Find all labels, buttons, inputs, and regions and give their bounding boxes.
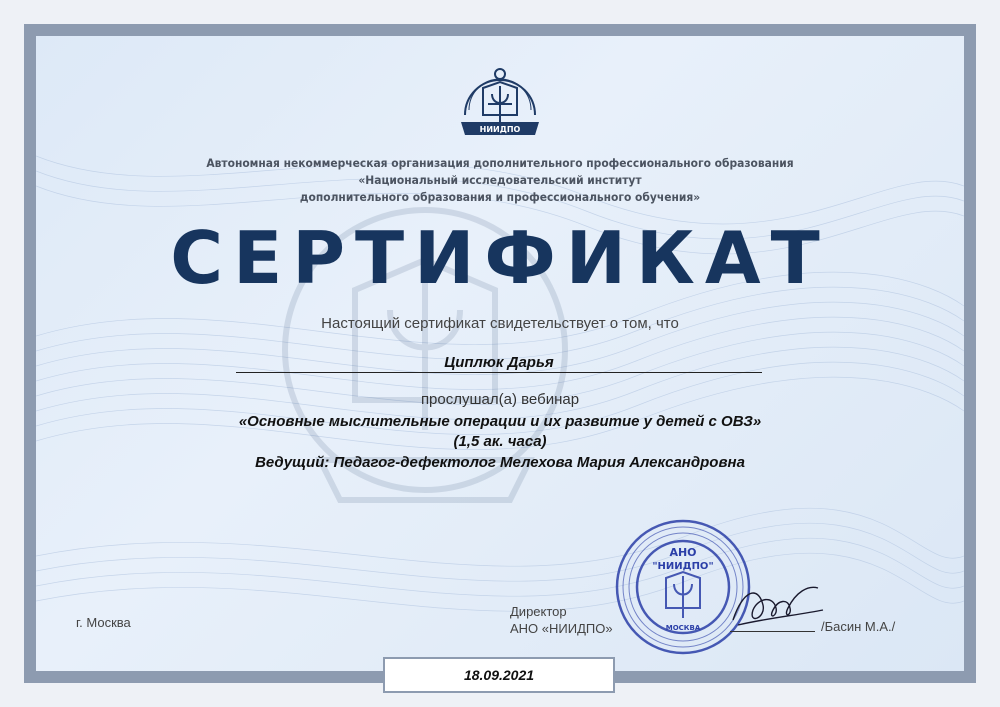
org-line-3: дополнительного образования и профессионального обучения» [299, 190, 701, 204]
director-signature [728, 580, 828, 635]
issue-date: 18.09.2021 [383, 657, 615, 693]
org-line-2: «Национальный исследовательский институт [358, 173, 642, 187]
svg-text:АНО: АНО [669, 546, 697, 559]
director-org: АНО «НИИДПО» [510, 621, 613, 636]
organization-name [128, 155, 872, 206]
signer-name: /Басин М.А./ [821, 619, 896, 634]
signature-line [730, 631, 815, 632]
svg-text:МОСКВА: МОСКВА [665, 624, 701, 632]
webinar-hours: (1,5 ак. часа) [453, 433, 547, 450]
intro-text: Настоящий сертификат свидетельствует о том, что [321, 315, 679, 332]
director-block [510, 603, 613, 637]
listened-text: прослушал(а) вебинар [420, 391, 580, 408]
recipient-underline [236, 372, 762, 373]
webinar-host: Ведущий: Педагог-дефектолог Мелехова Мария Александровна [255, 454, 745, 471]
recipient-name: Циплюк Дарья [444, 354, 554, 371]
city-label: г. Москва [76, 615, 131, 630]
svg-text:"НИИДПО": "НИИДПО" [652, 561, 714, 572]
webinar-title: «Основные мыслительные операции и их развитие у детей с ОВЗ» [238, 413, 762, 430]
director-title: Директор [510, 604, 567, 619]
certificate-title: СЕРТИФИКАТ [170, 216, 830, 300]
org-line-1: Автономная некоммерческая организация дополнительного профессионального образования [206, 156, 794, 170]
niidpo-logo [455, 60, 545, 148]
svg-text:НИИДПО: НИИДПО [479, 125, 521, 134]
